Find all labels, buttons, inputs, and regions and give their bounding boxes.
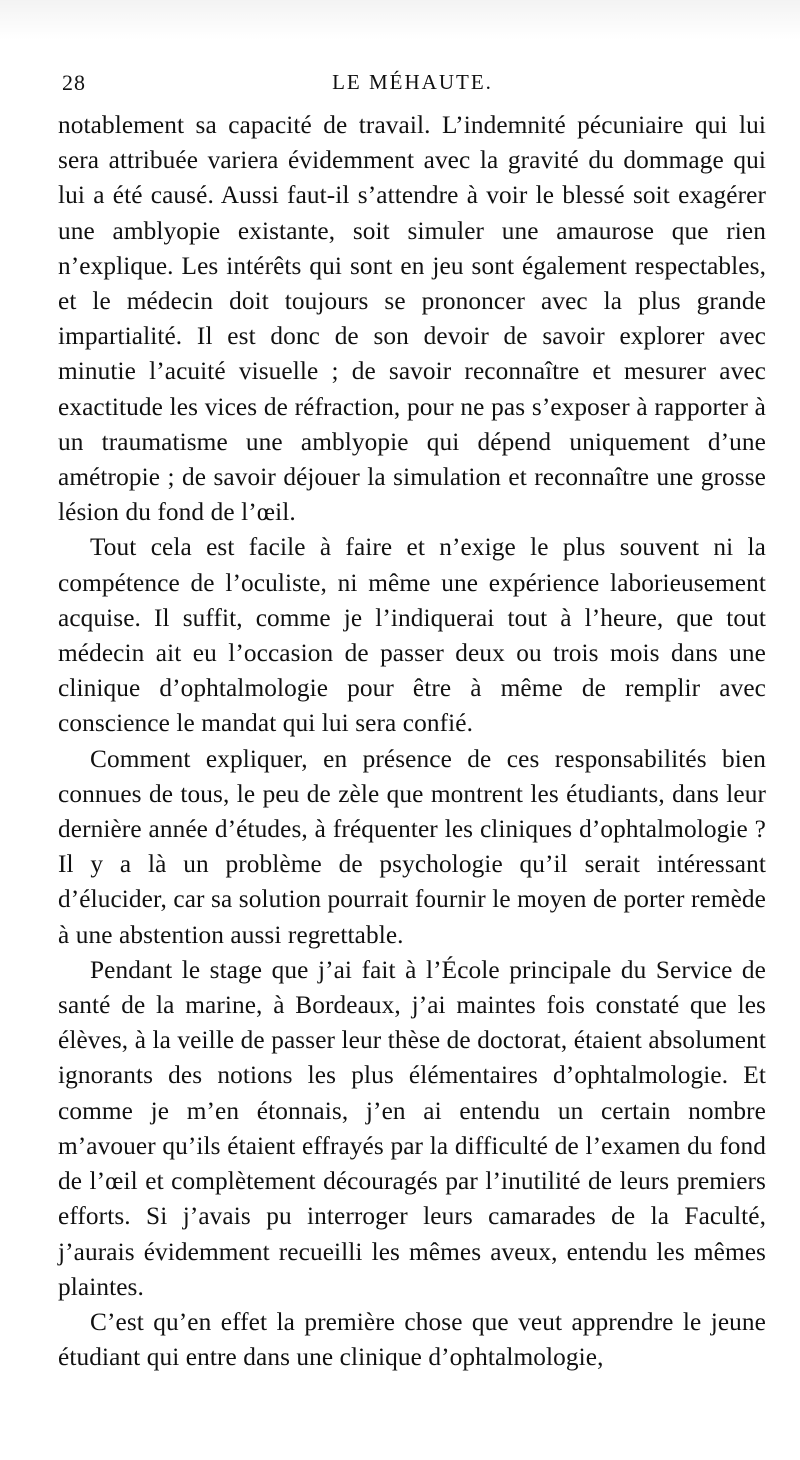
page-number: 28 (62, 70, 86, 95)
page-top-margin (0, 0, 800, 40)
paragraph-3: Comment expliquer, en présence de ces responsabilités bien connues de tous, le peu de zèle que montrent les étudiants, dans leur dernière année d’études, à fréquenter les cliniques d’ophtalmologie ? Il y a là un problème de psychologie qu’il serait intéressant d’élucider, car sa solution pourrait fournir le moyen de porter remède à une abstention aussi regrettable. (58, 744, 766, 949)
paragraph-2: Tout cela est facile à faire et n’exige le plus souvent ni la compétence de l’oculiste, ni même une expérience laborieusement acquise. Il suffit, comme je l’indiquerai tout à l’heure, que tout médecin ait eu l’occasion de passer deux ou trois mois dans une clinique d’ophtalmologie pour être à même de remplir avec conscience le mandat qui lui sera confié. (58, 533, 766, 738)
running-title: LE MÉHAUTE. (332, 70, 493, 94)
paragraph-1: notablement sa capacité de travail. L’indemnité pécuniaire qui lui sera attribuée variera évidemment avec la gravité du dommage qui lui a été causé. Aussi faut-il s’attendre à voir le blessé soit exagérer une amblyopie existante, soit simuler une amaurose que rien n’explique. Les intérêts qui sont en jeu sont également respectables, et le médecin doit toujours se prononcer avec la plus grande impartialité. Il est donc de son devoir de savoir explorer avec minutie l’acuité visuelle ; de savoir reconnaître et mesurer avec exactitude les vices de réfraction, pour ne pas s’exposer à rapporter à un traumatisme une amblyopie qui dépend uniquement d’une amétropie ; de savoir déjouer la simulation et reconnaître une grosse lésion du fond de l’œil. (58, 111, 766, 527)
body-text (58, 108, 766, 1375)
paragraph-4: Pendant le stage que j’ai fait à l’École principale du Service de santé de la marine, à Bordeaux, j’ai maintes fois constaté que les élèves, à la veille de passer leur thèse de doctorat, étaient absolument ignorants des notions les plus élémentaires d’ophtalmologie. Et comme je m’en étonnais, j’en ai entendu un certain nombre m’avouer qu’ils étaient effrayés par la difficulté de l’examen du fond de l’œil et complètement découragés par l’inutilité de leurs premiers efforts. Si j’avais pu interroger leurs camarades de la Faculté, j’aurais évidemment recueilli les mêmes aveux, entendu les mêmes plaintes. (58, 955, 766, 1301)
paragraph-5: C’est qu’en effet la première chose que veut apprendre le jeune étudiant qui entre dans une clinique d’ophtalmologie, (58, 1307, 766, 1372)
page-header (60, 70, 765, 100)
